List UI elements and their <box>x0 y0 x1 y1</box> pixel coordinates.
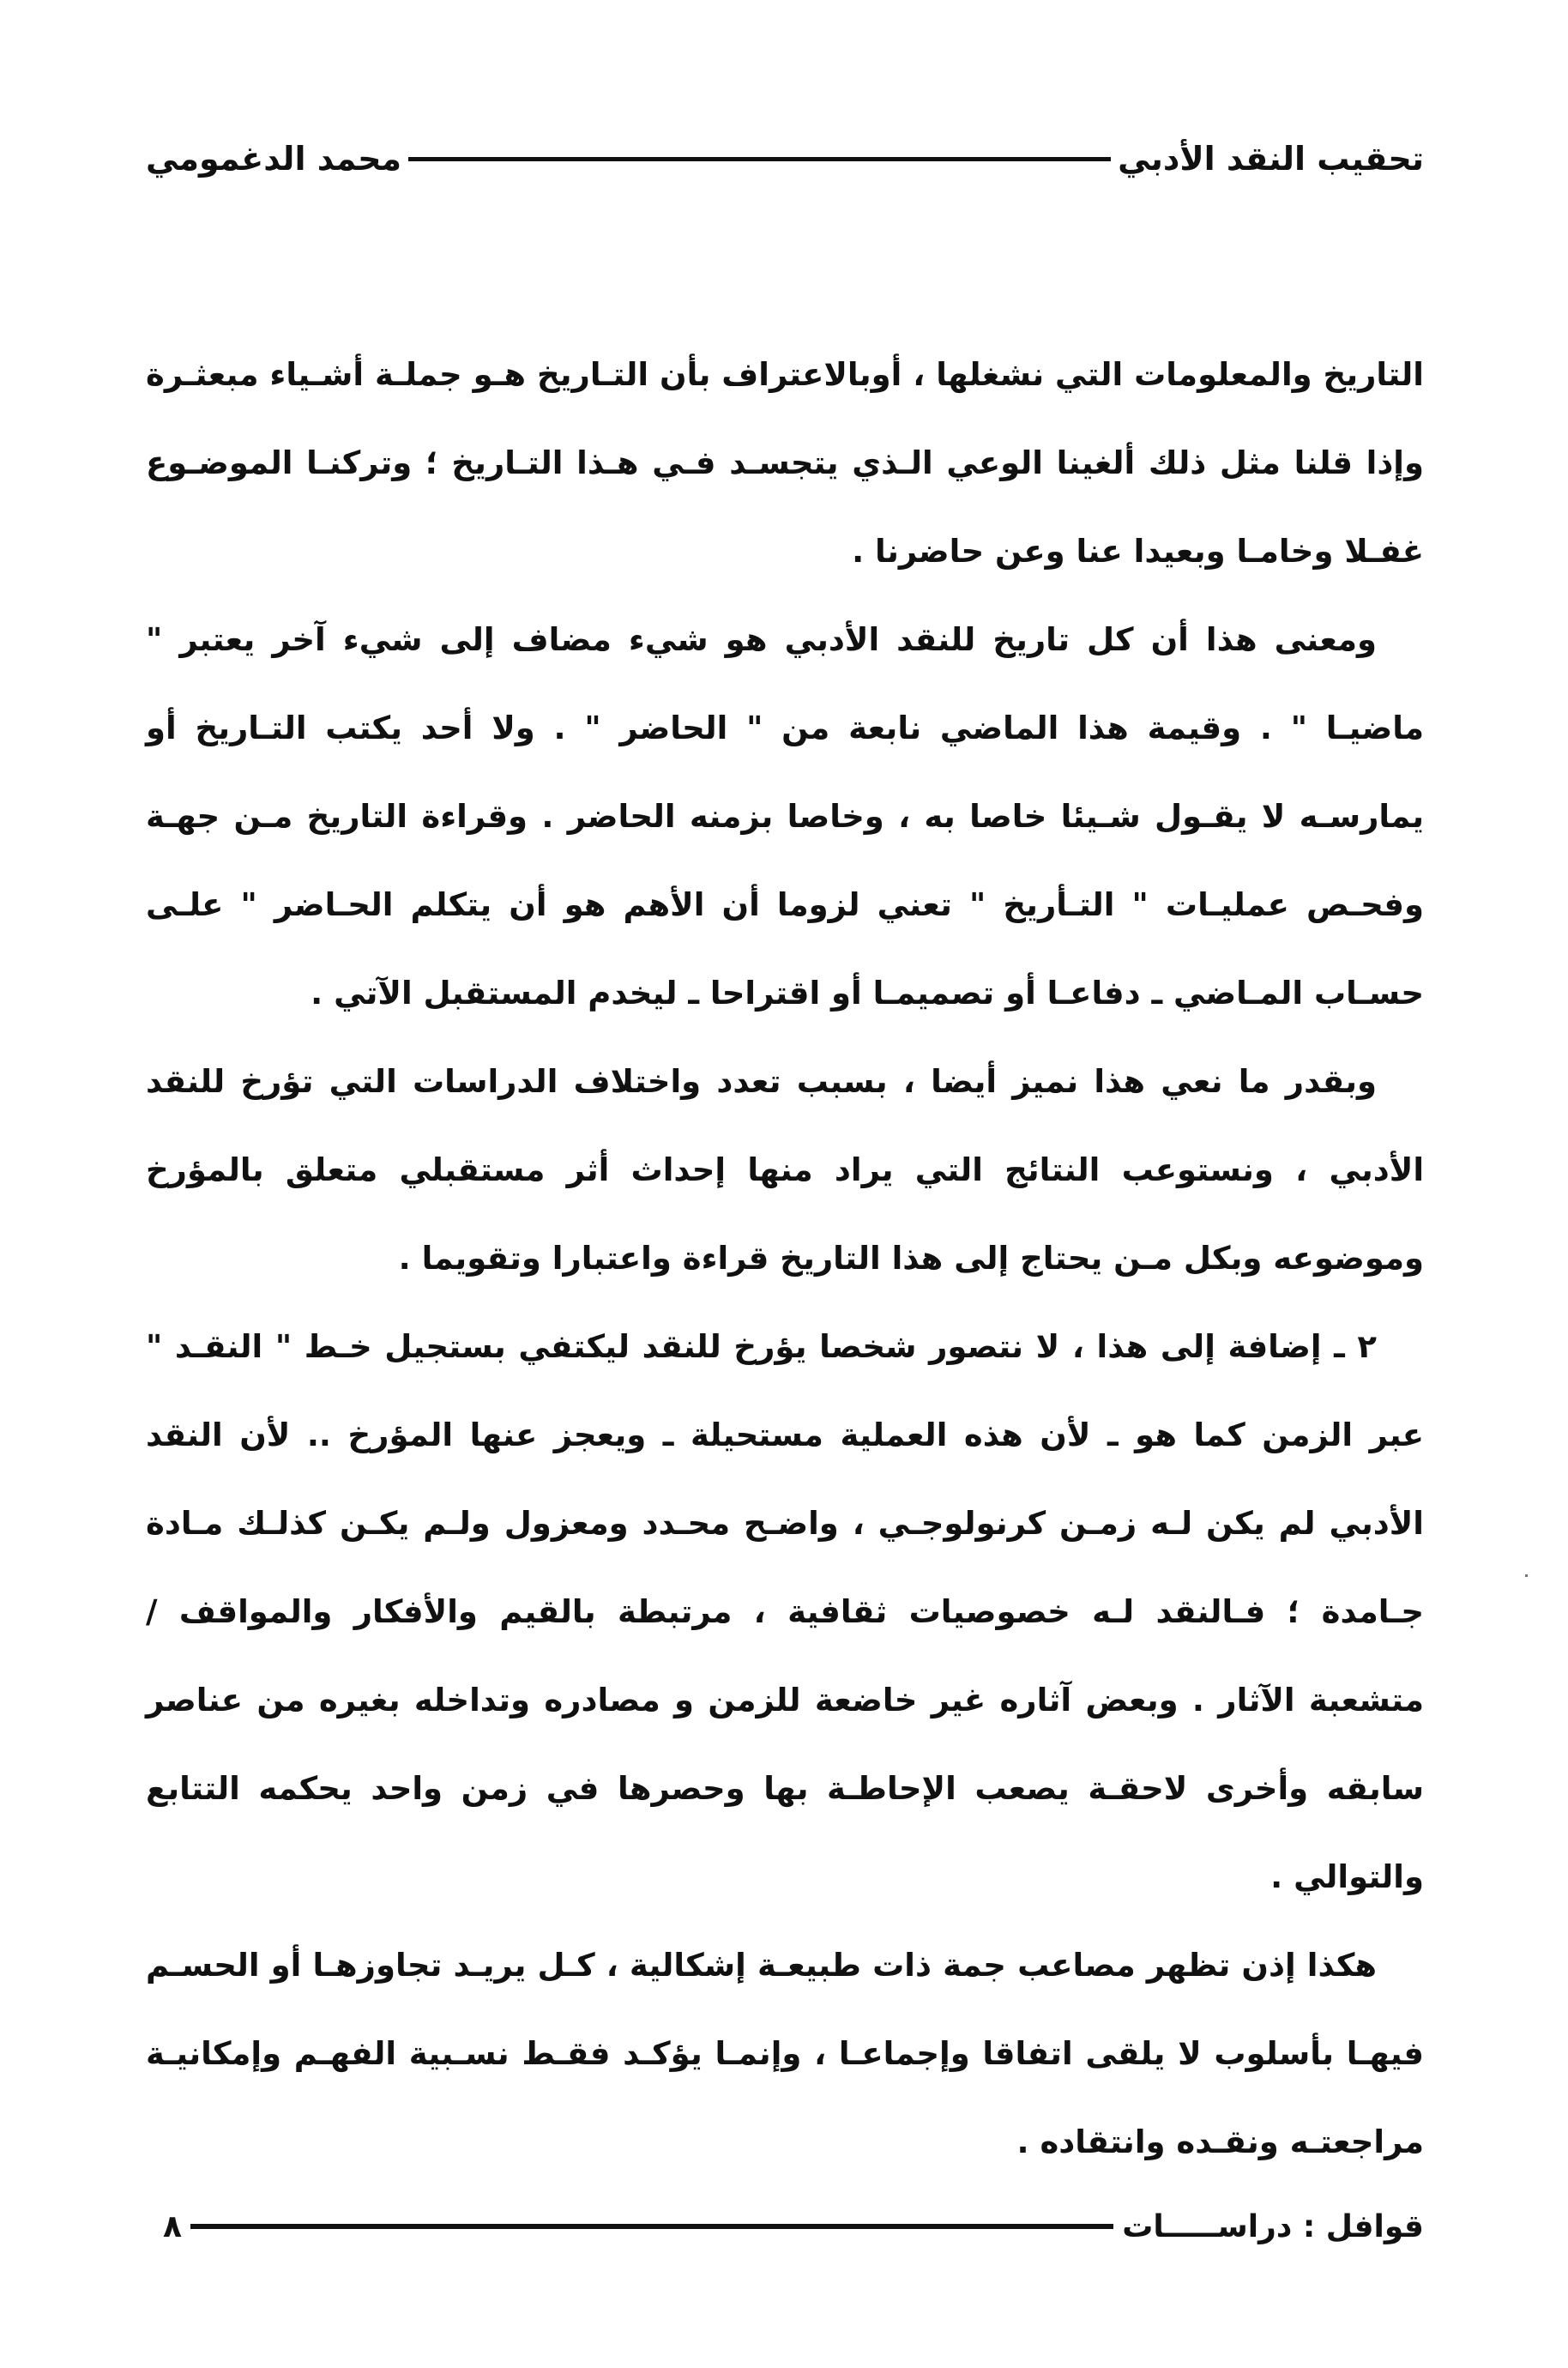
body-text <box>146 330 1424 2186</box>
running-header <box>146 129 1424 189</box>
header-book-title: تحقيب النقد الأدبي <box>1118 140 1424 178</box>
paragraph: وبقدر ما نعي هذا نميز أيضا ، بسبب تعدد واختلاف الدراسات التي تؤرخ للنقد الأدبي ، ونستوعب النتائج التي يراد منها إحداث أثر مستقبلي متعلق بالمؤرخ وموضوعه وبكل مـن يحتاج إلى هذا التاريخ قراءة واعتبارا وتقويما . <box>146 1063 1424 1277</box>
paragraph: هكذا إذن تظهر مصاعب جمة ذات طبيعـة إشكالية ، كـل يريـد تجاوزهـا أو الحسـم فيهـا بأسلوب لا يلقى اتفاقا وإجماعـا ، وإنمـا يؤكـد فقـط نسـبية الفهـم وإمكانيـة مراجعتـه ونقـده وانتقاده . <box>146 1947 1424 2160</box>
paragraph: ٢ ـ إضافة إلى هذا ، لا نتصور شخصا يؤرخ للنقد ليكتفي بستجيل خـط " النقـد " عبر الزمن كما هو ـ لأن هذه العملية مستحيلة ـ ويعجز عنها المؤرخ .. لأن النقد الأدبي لم يكن لـه زمـن كرنولوجـي ، واضـح محـدد ومعزول ولـم يكـن كذلـك مـادة جـامدة ؛ فـالنقد لـه خصوصيات ثقافية ، مرتبطة بالقيم والأفكار والمواقف / متشعبة الآثار . وبعض آثاره غير خاضعة للزمن و مصادره وتداخله بغيره من عناصر سابقه وأخرى لاحقـة يصعب الإحاطـة بها وحصرها في زمن واحد يحكمه التتابع والتوالي . <box>146 1328 1424 1895</box>
footer-label: قوافل : دراســـــات <box>1122 2208 1424 2244</box>
paragraph: ومعنى هذا أن كل تاريخ للنقد الأدبي هو شيء مضاف إلى شيء آخر يعتبر " ماضيـا " . وقيمة هذا الماضي نابعة من " الحاضر " . ولا أحد يكتب التـاريخ أو يمارسـه لا يقـول شـيئا خاصا به ، وخاصا بزمنه الحاضر . وقراءة التاريخ مـن جهـة وفحـص عمليـات " التـأريخ " تعني لزوما أن الأهم هو أن يتكلم الحـاضر " علـى حسـاب المـاضي ـ دفاعـا أو تصميمـا أو اقتراحا ـ ليخدم المستقبل الآتي . <box>146 621 1424 1012</box>
header-author: محمد الدغمومي <box>146 140 402 178</box>
header-rule <box>408 157 1111 161</box>
paragraph: التاريخ والمعلومات التي نشغلها ، أوبالاعتراف بأن التـاريخ هـو جملـة أشـياء مبعثـرة وإذا قلنا مثل ذلك ألغينا الوعي الـذي يتجسـد فـي هـذا التـاريخ ؛ وتركنـا الموضـوع غفـلا وخامـا وبعيدا عنا وعن حاضرنا . <box>146 356 1424 570</box>
footer-rule <box>190 2224 1113 2229</box>
margin-mark <box>1525 1574 1528 1577</box>
running-footer <box>163 2196 1424 2256</box>
page-number: ٨ <box>163 2208 182 2244</box>
